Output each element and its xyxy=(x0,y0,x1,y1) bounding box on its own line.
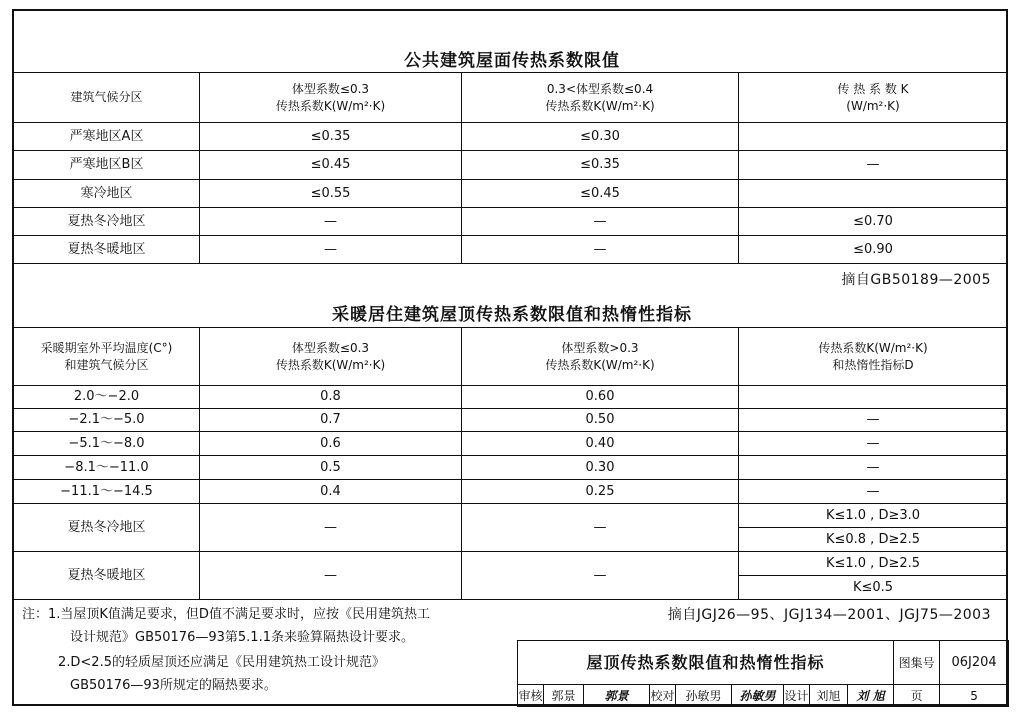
t1-row4-zone: 夏热冬暖地区 xyxy=(14,236,200,264)
t2-row2-temp: −5.1～−8.0 xyxy=(14,432,200,456)
t2-row4-c2: 0.25 xyxy=(462,480,739,504)
t2-row2-c1: 0.6 xyxy=(200,432,462,456)
checker-signature: 孙敏男 xyxy=(732,685,784,707)
t1-row2-c3 xyxy=(739,180,1008,208)
t2-hszw-zone: 夏热冬暖地区 xyxy=(14,552,200,600)
t2-row3-c1: 0.5 xyxy=(200,456,462,480)
sheet-title: 屋顶传热系数限值和热惰性指标 xyxy=(518,641,894,685)
t2-hszw-c2: — xyxy=(462,552,739,600)
t1-row3-c2: — xyxy=(462,208,739,236)
t2-hscw-zone: 夏热冬冷地区 xyxy=(14,504,200,552)
t1-row4-c3: ≤0.90 xyxy=(739,236,1008,264)
review-label: 审核 xyxy=(518,685,544,707)
t2-row1-c3: — xyxy=(739,409,1008,432)
note2-line2: GB50176—93所规定的隔热要求。 xyxy=(70,678,277,693)
check-label: 校对 xyxy=(650,685,676,707)
t2-row0-c1: 0.8 xyxy=(200,386,462,409)
t1-row0-c2: ≤0.30 xyxy=(462,123,739,151)
public-building-roof-table xyxy=(13,72,1008,264)
t1-row3-c3: ≤0.70 xyxy=(739,208,1008,236)
t2-hscw-d1: K≤1.0 , D≥3.0 xyxy=(739,504,1008,528)
t1-row1-c3: — xyxy=(739,151,1008,180)
t1-header-shape-le-03: 体型系数≤0.3 传热系数K(W/m²·K) xyxy=(200,73,462,123)
t1-row3-c1: — xyxy=(200,208,462,236)
t2-header-shape-le-03: 体型系数≤0.3 传热系数K(W/m²·K) xyxy=(200,328,462,386)
t1-row2-zone: 寒冷地区 xyxy=(14,180,200,208)
t2-row0-c3 xyxy=(739,386,1008,409)
checker-name: 孙敏男 xyxy=(676,685,732,707)
t2-hszw-c1: — xyxy=(200,552,462,600)
t1-row0-zone: 严寒地区A区 xyxy=(14,123,200,151)
t1-header-k: 传 热 系 数 K (W/m²·K) xyxy=(739,73,1008,123)
designer-signature: 刘 旭 xyxy=(848,685,894,707)
t2-row2-c3: — xyxy=(739,432,1008,456)
t2-row3-c2: 0.30 xyxy=(462,456,739,480)
t2-row1-c1: 0.7 xyxy=(200,409,462,432)
designer-name: 刘旭 xyxy=(810,685,848,707)
t2-hszw-d1: K≤1.0 , D≥2.5 xyxy=(739,552,1008,576)
design-label: 设计 xyxy=(784,685,810,707)
t1-row1-zone: 严寒地区B区 xyxy=(14,151,200,180)
t1-row4-c2: — xyxy=(462,236,739,264)
note1-line2: 设计规范》GB50176—93第5.1.1条来验算隔热设计要求。 xyxy=(70,630,414,645)
t1-header-shape-03-04: 0.3<体型系数≤0.4 传热系数K(W/m²·K) xyxy=(462,73,739,123)
t1-row3-zone: 夏热冬冷地区 xyxy=(14,208,200,236)
t2-hscw-c2: — xyxy=(462,504,739,552)
t2-row0-c2: 0.60 xyxy=(462,386,739,409)
atlas-no-label: 图集号 xyxy=(894,641,940,685)
t2-hscw-d2: K≤0.8 , D≥2.5 xyxy=(739,528,1008,552)
reviewer-name: 郭景 xyxy=(544,685,584,707)
t2-row2-c2: 0.40 xyxy=(462,432,739,456)
t2-row4-temp: −11.1～−14.5 xyxy=(14,480,200,504)
t2-header-temp-zone: 采暖期室外平均温度(C°) 和建筑气候分区 xyxy=(14,328,200,386)
t1-row0-c1: ≤0.35 xyxy=(200,123,462,151)
table2-source: 摘自JGJ26—95、JGJ134—2001、JGJ75—2003 xyxy=(667,607,991,623)
reviewer-signature: 郭景 xyxy=(584,685,650,707)
t2-row0-temp: 2.0～−2.0 xyxy=(14,386,200,409)
t1-row0-c3 xyxy=(739,123,1008,151)
page-label: 页 xyxy=(894,685,940,707)
t1-row1-c1: ≤0.45 xyxy=(200,151,462,180)
t2-row3-temp: −8.1～−11.0 xyxy=(14,456,200,480)
t1-row4-c1: — xyxy=(200,236,462,264)
table2-title: 采暖居住建筑屋顶传热系数限值和热惰性指标 xyxy=(332,305,692,325)
t2-row4-c1: 0.4 xyxy=(200,480,462,504)
t2-row4-c3: — xyxy=(739,480,1008,504)
table1-title: 公共建筑屋面传热系数限值 xyxy=(404,51,620,71)
t2-row1-temp: −2.1～−5.0 xyxy=(14,409,200,432)
t2-header-k-d: 传热系数K(W/m²·K) 和热惰性指标D xyxy=(739,328,1008,386)
note1-line1: 注：1.当屋顶K值满足要求，但D值不满足要求时，应按《民用建筑热工 xyxy=(22,607,430,622)
t2-hszw-d2: K≤0.5 xyxy=(739,576,1008,600)
note2-line1: 2.D<2.5的轻质屋顶还应满足《民用建筑热工设计规范》 xyxy=(58,655,385,670)
t1-row2-c2: ≤0.45 xyxy=(462,180,739,208)
atlas-no: 06J204 xyxy=(940,641,1009,685)
t1-row2-c1: ≤0.55 xyxy=(200,180,462,208)
t1-header-zone: 建筑气候分区 xyxy=(14,73,200,123)
t2-row3-c3: — xyxy=(739,456,1008,480)
t2-hscw-c1: — xyxy=(200,504,462,552)
t2-header-shape-gt-03: 体型系数>0.3 传热系数K(W/m²·K) xyxy=(462,328,739,386)
t2-row1-c2: 0.50 xyxy=(462,409,739,432)
residential-roof-table xyxy=(13,327,1008,600)
page-number: 5 xyxy=(940,685,1009,707)
table1-source: 摘自GB50189—2005 xyxy=(841,272,991,288)
t1-row1-c2: ≤0.35 xyxy=(462,151,739,180)
title-block xyxy=(517,640,1008,706)
